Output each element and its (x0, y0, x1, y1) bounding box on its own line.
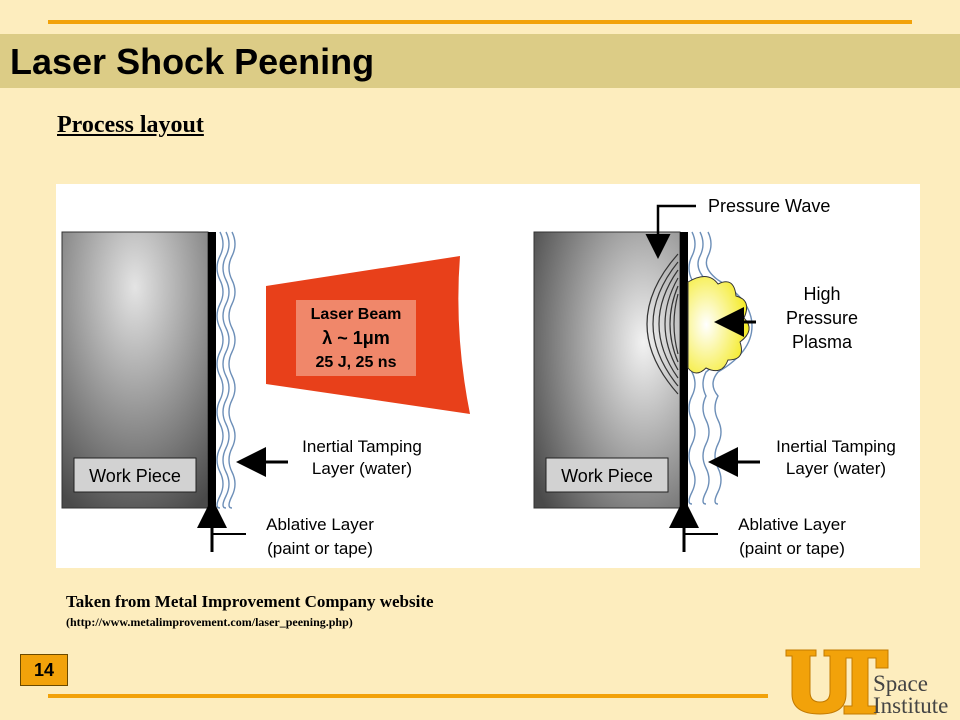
slide-title: Laser Shock Peening (10, 41, 375, 82)
slide-subtitle: Process layout (57, 112, 204, 138)
bottom-divider (48, 694, 768, 698)
wavelength-label: λ ~ 1μm (322, 328, 390, 348)
water-layer-left (217, 232, 235, 508)
logo-text-institute: Institute (873, 693, 949, 718)
laser-beam-label: Laser Beam (310, 306, 402, 323)
source-url: (http://www.metalimprovement.com/laser_peening.php) (66, 615, 353, 629)
logo-text-space: Space (873, 671, 928, 696)
tamping-label-2-right: Layer (water) (785, 459, 887, 478)
plasma-label-1: High (803, 284, 841, 304)
tamping-label-2-left: Layer (water) (311, 459, 413, 478)
pressure-wave-label: Pressure Wave (708, 196, 831, 216)
tamping-label-1-right: Inertial Tamping (776, 437, 896, 456)
ablative-layer-left (208, 232, 216, 508)
top-divider (48, 20, 912, 24)
tamping-label-1-left: Inertial Tamping (302, 437, 422, 456)
ablative-label-2-right: (paint or tape) (739, 539, 845, 558)
energy-duration-label: 25 J, 25 ns (315, 354, 397, 371)
ablative-label-1-left: Ablative Layer (266, 515, 374, 534)
source-caption: Taken from Metal Improvement Company website (66, 592, 434, 611)
ablative-layer-right (680, 232, 688, 508)
workpiece-label-right: Work Piece (561, 466, 653, 486)
page-number: 14 (20, 654, 68, 686)
workpiece-label-left: Work Piece (89, 466, 181, 486)
plasma-label-3: Plasma (791, 332, 853, 352)
plasma-cloud (688, 276, 749, 373)
ablative-label-2-left: (paint or tape) (267, 539, 373, 558)
ablative-label-1-right: Ablative Layer (738, 515, 846, 534)
process-diagram-svg (56, 184, 920, 568)
plasma-label-2: Pressure (785, 308, 859, 328)
process-diagram (56, 184, 920, 568)
